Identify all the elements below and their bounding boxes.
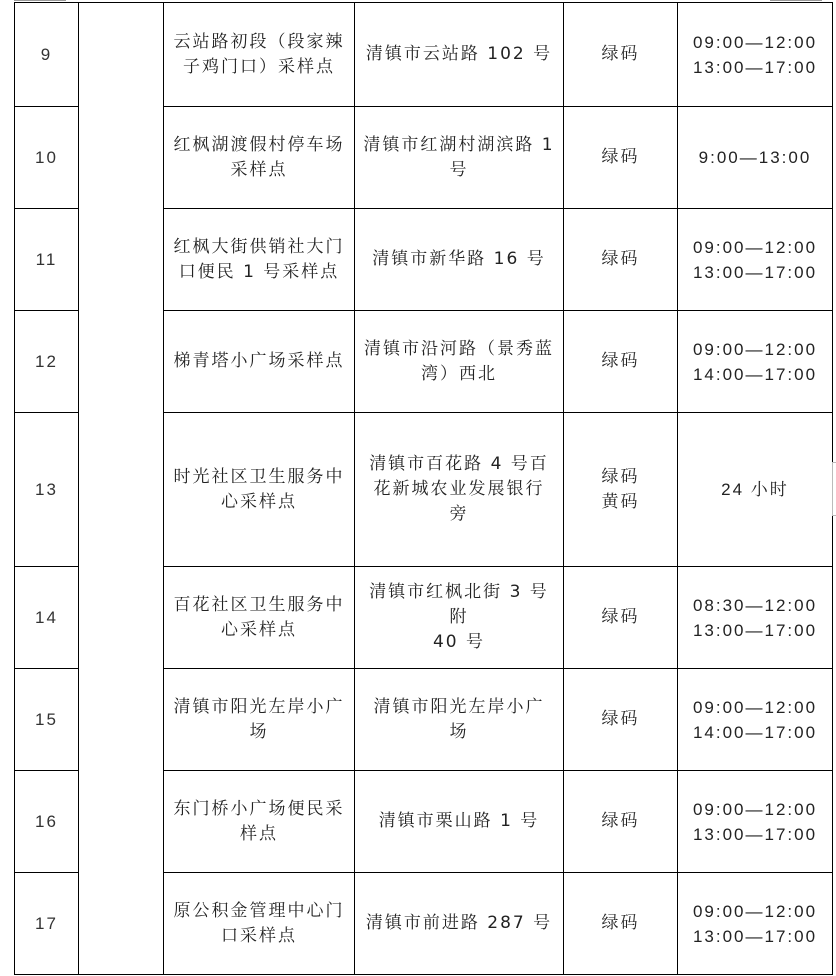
health-code-line: 绿码: [601, 249, 640, 269]
health-code: [564, 771, 678, 873]
site-name: [164, 567, 355, 669]
table-row: [15, 3, 833, 107]
table-body: [15, 3, 833, 975]
site-name-line: 采样点: [230, 159, 288, 180]
site-address: [355, 107, 564, 209]
site-name-line: 口便民 1 号采样点: [178, 261, 340, 282]
site-address: [355, 311, 564, 413]
service-hours-line: 24 小时: [721, 480, 789, 499]
row-number: 9: [15, 3, 79, 107]
site-name-line: 红枫大街供销社大门: [173, 236, 345, 257]
row-number: 15: [15, 669, 79, 771]
site-address: [355, 3, 564, 107]
site-name-line: 场: [249, 721, 269, 742]
service-hours-line: 13:00—17:00: [692, 620, 818, 640]
service-hours-line: 13:00—17:00: [692, 926, 818, 946]
health-code-line: 绿码: [601, 44, 640, 64]
health-code: [564, 567, 678, 669]
health-code: [564, 873, 678, 975]
service-hours: [678, 567, 833, 669]
site-name-line: 子鸡门口）采样点: [183, 56, 335, 77]
site-name: [164, 311, 355, 413]
service-hours-line: 13:00—17:00: [692, 262, 818, 282]
health-code: [564, 107, 678, 209]
service-hours: [678, 873, 833, 975]
service-hours-line: 9:00—13:00: [698, 148, 812, 167]
row-number: 16: [15, 771, 79, 873]
site-address: [355, 209, 564, 311]
site-address: [355, 771, 564, 873]
health-code-line: 绿码: [601, 351, 640, 371]
site-name-line: 样点: [240, 823, 278, 844]
service-hours-line: 14:00—17:00: [692, 722, 818, 742]
health-code-line: 绿码: [601, 709, 640, 729]
service-hours-line: 09:00—12:00: [692, 901, 818, 921]
site-name-line: 口采样点: [221, 925, 297, 946]
service-hours: [678, 771, 833, 873]
row-number: 13: [15, 413, 79, 567]
health-code: [564, 413, 678, 567]
service-hours: [678, 413, 833, 567]
site-name: [164, 873, 355, 975]
site-address-line: 清镇市红枫北街 3 号附: [369, 582, 549, 627]
district-cell: [79, 3, 164, 975]
sampling-sites-table: [14, 2, 833, 975]
service-hours-line: 09:00—12:00: [692, 697, 818, 717]
service-hours: [678, 311, 833, 413]
health-code-line: 绿码: [601, 147, 640, 167]
site-address-line: 清镇市沿河路（景秀蓝: [364, 338, 554, 359]
site-address-line: 号: [449, 159, 469, 180]
site-address-line: 清镇市红湖村湖滨路 1: [363, 134, 555, 155]
site-address-line: 清镇市阳光左岸小广: [373, 696, 545, 717]
row-number: 12: [15, 311, 79, 413]
site-name-line: 心采样点: [221, 491, 297, 512]
health-code: [564, 3, 678, 107]
site-name-line: 云站路初段（段家辣: [173, 31, 345, 52]
service-hours-line: 08:30—12:00: [692, 595, 818, 615]
health-code: [564, 669, 678, 771]
site-name: [164, 413, 355, 567]
site-name: [164, 3, 355, 107]
site-name-line: 东门桥小广场便民采: [173, 798, 345, 819]
site-name-line: 梯青塔小广场采样点: [173, 351, 345, 371]
row-number: 11: [15, 209, 79, 311]
health-code-line: 绿码: [601, 913, 640, 933]
row-number: 14: [15, 567, 79, 669]
service-hours: [678, 669, 833, 771]
service-hours: [678, 107, 833, 209]
site-address-line: 湾）西北: [421, 363, 497, 384]
row-number: 10: [15, 107, 79, 209]
health-code-line: 绿码: [601, 811, 640, 831]
health-code: [564, 209, 678, 311]
site-address: [355, 413, 564, 567]
site-address-line: 40 号: [432, 632, 486, 652]
site-address: [355, 873, 564, 975]
service-hours-line: 09:00—12:00: [692, 32, 818, 52]
site-address-line: 场: [449, 721, 469, 742]
site-address-line: 清镇市新华路 16 号: [372, 249, 546, 269]
health-code: [564, 311, 678, 413]
site-name-line: 百花社区卫生服务中: [173, 594, 345, 615]
page-edge-mark: [832, 462, 836, 516]
site-name: [164, 107, 355, 209]
site-address-line: 清镇市百花路 4 号百: [369, 454, 549, 474]
row-number: 17: [15, 873, 79, 975]
health-code-line: 绿码: [601, 607, 640, 627]
site-address-line: 清镇市云站路 102 号: [365, 44, 553, 64]
health-code-line: 绿码: [601, 466, 640, 487]
site-name-line: 清镇市阳光左岸小广: [173, 696, 345, 717]
site-name-line: 红枫湖渡假村停车场: [173, 134, 345, 155]
site-name-line: 时光社区卫生服务中: [173, 466, 345, 487]
site-address-line: 旁: [449, 504, 469, 524]
service-hours-line: 09:00—12:00: [692, 237, 818, 257]
site-address-line: 花新城农业发展银行: [373, 479, 545, 499]
site-address-line: 清镇市栗山路 1 号: [378, 811, 540, 831]
site-address-line: 清镇市前进路 287 号: [365, 913, 553, 933]
site-name: [164, 669, 355, 771]
health-code-line: 黄码: [601, 491, 640, 512]
service-hours-line: 14:00—17:00: [692, 364, 818, 384]
site-name-line: 原公积金管理中心门: [173, 900, 345, 921]
service-hours: [678, 3, 833, 107]
site-name: [164, 771, 355, 873]
site-name: [164, 209, 355, 311]
service-hours-line: 13:00—17:00: [692, 57, 818, 77]
site-address: [355, 669, 564, 771]
service-hours-line: 09:00—12:00: [692, 799, 818, 819]
service-hours-line: 09:00—12:00: [692, 339, 818, 359]
service-hours-line: 13:00—17:00: [692, 824, 818, 844]
site-name-line: 心采样点: [221, 619, 297, 640]
site-address: [355, 567, 564, 669]
service-hours: [678, 209, 833, 311]
